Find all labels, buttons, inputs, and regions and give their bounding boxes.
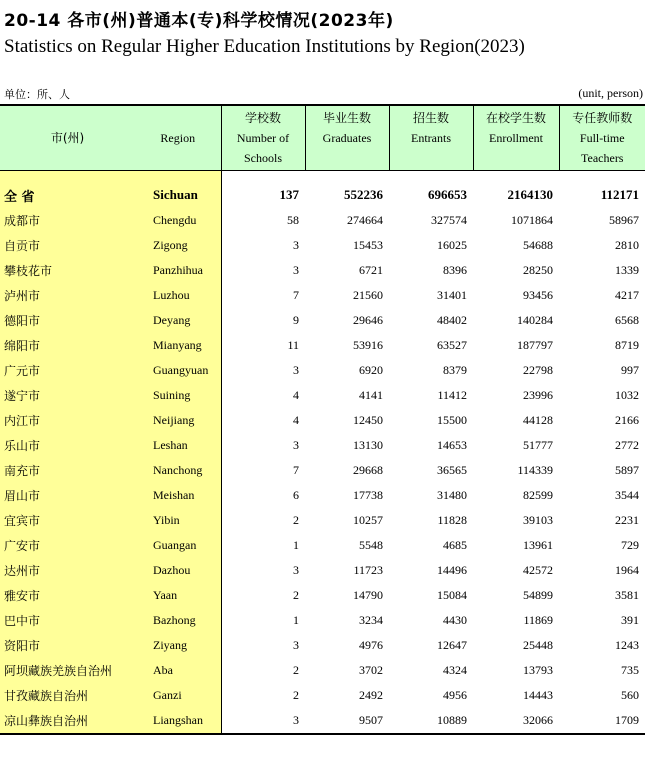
graduates-cell: 13130 — [353, 437, 383, 452]
enrollment-cell: 51777 — [523, 437, 553, 452]
region-name-cn: 宜宾市 — [0, 508, 135, 533]
entrants-cell: 12647 — [437, 637, 467, 652]
header-entrants: 招生数 Entrants — [389, 105, 473, 170]
region-name-en: Dazhou — [135, 558, 221, 583]
graduates-cell: 274664 — [347, 212, 383, 227]
region-name-en: Chengdu — [135, 208, 221, 233]
table-row — [0, 208, 645, 233]
entrants-cell: 31401 — [437, 287, 467, 302]
teachers-cell: 2772 — [615, 437, 639, 452]
table-row — [0, 483, 645, 508]
teachers-cell: 735 — [621, 662, 639, 677]
teachers-cell: 1032 — [615, 387, 639, 402]
region-name-cn: 南充市 — [0, 458, 135, 483]
region-name-cn: 眉山市 — [0, 483, 135, 508]
region-name-en: Liangshan — [135, 708, 221, 734]
schools-cell: 3 — [293, 437, 299, 452]
entrants-cell: 10889 — [389, 708, 473, 734]
schools-cell: 1 — [293, 537, 299, 552]
enrollment-cell: 28250 — [523, 262, 553, 277]
enrollment-cell: 2164130 — [507, 187, 553, 202]
table-row — [0, 633, 645, 658]
teachers-cell: 1709 — [559, 708, 645, 734]
table-row — [0, 558, 645, 583]
enrollment-cell: 93456 — [523, 287, 553, 302]
enrollment-cell: 140284 — [517, 312, 553, 327]
header-city: 市(州) — [0, 105, 135, 170]
region-name-en: Yibin — [135, 508, 221, 533]
page-title: 20-14 各市(州)普通本(专)科学校情况(2023年) — [4, 11, 394, 31]
region-name-en: Neijiang — [135, 408, 221, 433]
schools-cell: 3 — [293, 362, 299, 377]
region-name-cn: 泸州市 — [0, 283, 135, 308]
graduates-cell: 4976 — [359, 637, 383, 652]
page-subtitle: Statistics on Regular Higher Education Institutions by Region(2023) — [4, 36, 525, 57]
teachers-cell: 2166 — [615, 412, 639, 427]
schools-cell: 4 — [293, 387, 299, 402]
graduates-cell: 5548 — [359, 537, 383, 552]
graduates-cell: 9507 — [305, 708, 389, 734]
unit-label-en: (unit, person) — [578, 86, 643, 100]
graduates-cell: 29668 — [353, 462, 383, 477]
region-name-cn: 自贡市 — [0, 233, 135, 258]
graduates-cell: 10257 — [353, 512, 383, 527]
table-row — [0, 308, 645, 333]
enrollment-cell: 32066 — [473, 708, 559, 734]
table-row — [0, 583, 645, 608]
teachers-cell: 3581 — [615, 587, 639, 602]
enrollment-cell: 54688 — [523, 237, 553, 252]
enrollment-cell: 114339 — [517, 462, 553, 477]
region-name-cn: 雅安市 — [0, 583, 135, 608]
region-name-en: Deyang — [135, 308, 221, 333]
enrollment-cell: 44128 — [523, 412, 553, 427]
region-name-cn: 绵阳市 — [0, 333, 135, 358]
entrants-cell: 4956 — [443, 687, 467, 702]
header-row — [0, 105, 645, 170]
entrants-cell: 327574 — [431, 212, 467, 227]
entrants-cell: 31480 — [437, 487, 467, 502]
graduates-cell: 12450 — [353, 412, 383, 427]
total-row — [0, 183, 645, 208]
table-row — [0, 658, 645, 683]
schools-cell: 3 — [221, 708, 305, 734]
region-name-cn: 广元市 — [0, 358, 135, 383]
entrants-cell: 36565 — [437, 462, 467, 477]
region-name-cn: 成都市 — [0, 208, 135, 233]
enrollment-cell: 1071864 — [511, 212, 553, 227]
region-name-cn: 凉山彝族自治州 — [0, 708, 135, 734]
region-name-en: Aba — [135, 658, 221, 683]
entrants-cell: 48402 — [437, 312, 467, 327]
graduates-cell: 4141 — [359, 387, 383, 402]
teachers-cell: 5897 — [615, 462, 639, 477]
header-schools: 学校数 Number of Schools — [221, 105, 305, 170]
schools-cell: 2 — [293, 512, 299, 527]
schools-cell: 4 — [293, 412, 299, 427]
region-name-en: Ganzi — [135, 683, 221, 708]
entrants-cell: 8396 — [443, 262, 467, 277]
table-row — [0, 708, 645, 734]
header-enrollment: 在校学生数 Enrollment — [473, 105, 559, 170]
entrants-cell: 16025 — [437, 237, 467, 252]
table-row — [0, 258, 645, 283]
region-name-cn: 德阳市 — [0, 308, 135, 333]
enrollment-cell: 25448 — [523, 637, 553, 652]
teachers-cell: 6568 — [615, 312, 639, 327]
enrollment-cell: 82599 — [523, 487, 553, 502]
schools-cell: 1 — [293, 612, 299, 627]
schools-cell: 2 — [293, 587, 299, 602]
region-name-cn: 攀枝花市 — [0, 258, 135, 283]
entrants-cell: 4430 — [443, 612, 467, 627]
region-name-cn: 内江市 — [0, 408, 135, 433]
region-name-en: Zigong — [135, 233, 221, 258]
enrollment-cell: 42572 — [523, 562, 553, 577]
enrollment-cell: 13793 — [523, 662, 553, 677]
schools-cell: 137 — [279, 187, 299, 202]
graduates-cell: 6721 — [359, 262, 383, 277]
region-name-cn: 遂宁市 — [0, 383, 135, 408]
teachers-cell: 729 — [621, 537, 639, 552]
schools-cell: 7 — [293, 287, 299, 302]
entrants-cell: 4685 — [443, 537, 467, 552]
teachers-cell: 1964 — [615, 562, 639, 577]
region-name-cn: 乐山市 — [0, 433, 135, 458]
schools-cell: 3 — [293, 237, 299, 252]
graduates-cell: 11723 — [353, 562, 383, 577]
region-name-en: Leshan — [135, 433, 221, 458]
entrants-cell: 15500 — [437, 412, 467, 427]
graduates-cell: 21560 — [353, 287, 383, 302]
graduates-cell: 6920 — [359, 362, 383, 377]
region-name-en: Suining — [135, 383, 221, 408]
enrollment-cell: 23996 — [523, 387, 553, 402]
region-name-en: Nanchong — [135, 458, 221, 483]
region-name-cn: 全 省 — [0, 183, 135, 208]
table-row — [0, 433, 645, 458]
schools-cell: 6 — [293, 487, 299, 502]
graduates-cell: 3702 — [359, 662, 383, 677]
statistics-table — [0, 104, 645, 735]
entrants-cell: 15084 — [437, 587, 467, 602]
teachers-cell: 391 — [621, 612, 639, 627]
table-row — [0, 533, 645, 558]
graduates-cell: 2492 — [359, 687, 383, 702]
region-name-en: Mianyang — [135, 333, 221, 358]
table-row — [0, 233, 645, 258]
teachers-cell: 1243 — [615, 637, 639, 652]
schools-cell: 3 — [293, 562, 299, 577]
teachers-cell: 2810 — [615, 237, 639, 252]
graduates-cell: 3234 — [359, 612, 383, 627]
schools-cell: 3 — [293, 637, 299, 652]
table-row — [0, 458, 645, 483]
graduates-cell: 17738 — [353, 487, 383, 502]
enrollment-cell: 22798 — [523, 362, 553, 377]
table-row — [0, 333, 645, 358]
teachers-cell: 560 — [621, 687, 639, 702]
schools-cell: 7 — [293, 462, 299, 477]
graduates-cell: 29646 — [353, 312, 383, 327]
entrants-cell: 11412 — [437, 387, 467, 402]
teachers-cell: 58967 — [609, 212, 639, 227]
table-row — [0, 358, 645, 383]
teachers-cell: 1339 — [615, 262, 639, 277]
entrants-cell: 696653 — [428, 187, 467, 202]
enrollment-cell: 187797 — [517, 337, 553, 352]
teachers-cell: 4217 — [615, 287, 639, 302]
entrants-cell: 4324 — [443, 662, 467, 677]
teachers-cell: 112171 — [600, 187, 639, 202]
schools-cell: 3 — [293, 262, 299, 277]
header-teachers: 专任教师数 Full-time Teachers — [559, 105, 645, 170]
schools-cell: 2 — [293, 662, 299, 677]
teachers-cell: 8719 — [615, 337, 639, 352]
schools-cell: 2 — [293, 687, 299, 702]
teachers-cell: 3544 — [615, 487, 639, 502]
region-name-cn: 达州市 — [0, 558, 135, 583]
teachers-cell: 997 — [621, 362, 639, 377]
enrollment-cell: 11869 — [523, 612, 553, 627]
header-graduates: 毕业生数 Graduates — [305, 105, 389, 170]
table-row — [0, 408, 645, 433]
schools-cell: 9 — [293, 312, 299, 327]
spacer-row — [0, 170, 645, 183]
region-name-cn: 甘孜藏族自治州 — [0, 683, 135, 708]
region-name-cn: 阿坝藏族羌族自治州 — [0, 658, 135, 683]
teachers-cell: 2231 — [615, 512, 639, 527]
unit-label-cn: 单位：所、人 — [4, 88, 70, 101]
graduates-cell: 15453 — [353, 237, 383, 252]
graduates-cell: 53916 — [353, 337, 383, 352]
region-name-en: Sichuan — [135, 183, 221, 208]
table-row — [0, 683, 645, 708]
enrollment-cell: 39103 — [523, 512, 553, 527]
region-name-cn: 巴中市 — [0, 608, 135, 633]
region-name-en: Panzhihua — [135, 258, 221, 283]
entrants-cell: 14496 — [437, 562, 467, 577]
region-name-en: Bazhong — [135, 608, 221, 633]
entrants-cell: 8379 — [443, 362, 467, 377]
enrollment-cell: 14443 — [523, 687, 553, 702]
table-row — [0, 508, 645, 533]
entrants-cell: 63527 — [437, 337, 467, 352]
graduates-cell: 552236 — [344, 187, 383, 202]
table-row — [0, 283, 645, 308]
region-name-en: Guangyuan — [135, 358, 221, 383]
entrants-cell: 11828 — [437, 512, 467, 527]
region-name-cn: 资阳市 — [0, 633, 135, 658]
region-name-en: Guangan — [135, 533, 221, 558]
region-name-en: Yaan — [135, 583, 221, 608]
enrollment-cell: 13961 — [523, 537, 553, 552]
enrollment-cell: 54899 — [523, 587, 553, 602]
region-name-en: Ziyang — [135, 633, 221, 658]
region-name-cn: 广安市 — [0, 533, 135, 558]
region-name-en: Luzhou — [135, 283, 221, 308]
schools-cell: 11 — [287, 337, 299, 352]
table-row — [0, 608, 645, 633]
schools-cell: 58 — [287, 212, 299, 227]
table-row — [0, 383, 645, 408]
region-name-en: Meishan — [135, 483, 221, 508]
header-region: Region — [135, 105, 221, 170]
graduates-cell: 14790 — [353, 587, 383, 602]
entrants-cell: 14653 — [437, 437, 467, 452]
